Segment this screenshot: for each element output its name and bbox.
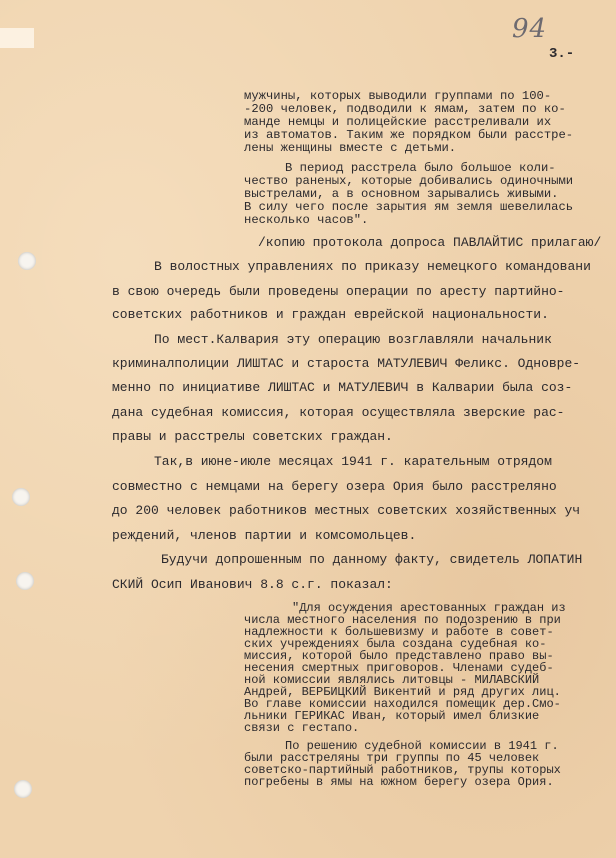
text-line: менно по инициативе ЛИШТАС и МАТУЛЕВИЧ в Калварии была соз- xyxy=(112,380,573,395)
text-line: "Для осуждения арестованных граждан из xyxy=(292,601,566,615)
text-line: По мест.Калвария эту операцию возглавляли начальник xyxy=(154,332,552,347)
text-line: правы и расстрелы советских граждан. xyxy=(112,429,393,444)
text-line: реждений, членов партии и комсомольцев. xyxy=(112,528,417,543)
page-number: 3.- xyxy=(549,46,575,62)
text-line: По решению судебной комиссии в 1941 г. xyxy=(285,739,559,753)
text-line: -200 человек, подводили к ямам, затем по ко- xyxy=(244,102,566,116)
text-line: льники ГЕРИКАС Иван, который имел близкие xyxy=(244,709,540,723)
archive-page-number: 94 xyxy=(512,14,548,44)
text-line: ной комиссии являлись литовцы - МИЛАВСКИЙ xyxy=(244,673,540,687)
text-line: связи с гестапо. xyxy=(244,721,360,735)
text-line: В период расстрела было большое коли- xyxy=(285,161,556,175)
text-line: Так,в июне-июле месяцах 1941 г. карательным отрядом xyxy=(154,454,552,469)
text-line: советских работников и граждан еврейской национальности. xyxy=(112,307,549,322)
text-line: были расстреляны три группы по 45 человек xyxy=(244,751,540,765)
text-line: /копию протокола допроса ПАВЛАЙТИС прилагаю/ xyxy=(258,235,602,250)
text-line: мужчины, которых выводили группами по 100- xyxy=(244,89,552,103)
text-line: советско-партийный работников, трупы которых xyxy=(244,763,561,777)
text-line: Во главе комиссии находился помещик дер.Смо- xyxy=(244,697,561,711)
text-line: В волостных управлениях по приказу немецкого командовани xyxy=(154,259,591,274)
text-line: погребены в ямы на южном берегу озера Ория. xyxy=(244,775,554,789)
text-line: Андрей, ВЕРБИЦКИЙ Викентий и ряд других лиц. xyxy=(244,685,561,699)
text-line: числа местного населения по подозрению в при xyxy=(244,613,561,627)
punch-hole xyxy=(12,488,30,506)
punch-hole xyxy=(14,780,32,798)
punch-hole xyxy=(16,572,34,590)
text-line: криминалполиции ЛИШТАС и староста МАТУЛЕВИЧ Феликс. Одновре- xyxy=(112,356,581,371)
text-line: лены женщины вместе с детьми. xyxy=(244,141,457,155)
text-line: в свою очередь были проведены операции по аресту партийно- xyxy=(112,284,565,299)
text-line: несения смертных приговоров. Членами судеб- xyxy=(244,661,554,675)
text-line: из автоматов. Таким же порядком были расстре- xyxy=(244,128,574,142)
text-line: В силу чего после зарытия ям земля шевелилась xyxy=(244,200,574,214)
text-line: выстрелами, а в основном зарывались живыми. xyxy=(244,187,559,201)
text-line: совместно с немцами на берегу озера Ория было расстреляно xyxy=(112,479,557,494)
punch-hole xyxy=(18,252,36,270)
text-line: ских учреждениях была создана судебная ко- xyxy=(244,637,547,651)
text-line: дана судебная комиссия, которая осуществляла зверские рас- xyxy=(112,405,565,420)
text-line: Будучи допрошенным по данному факту, свидетель ЛОПАТИН xyxy=(161,552,583,567)
text-line: несколько часов". xyxy=(244,213,369,227)
text-line: чество раненых, которые добивались одиночными xyxy=(244,174,574,188)
text-line: манде немцы и полицейские расстреливали их xyxy=(244,115,552,129)
text-line: до 200 человек работников местных советских хозяйственных уч xyxy=(112,503,581,518)
text-line: надлежности к большевизму и работе в совет- xyxy=(244,625,554,639)
text-line: СКИЙ Осип Иванович 8.8 с.г. показал: xyxy=(112,577,393,592)
tape-mark xyxy=(0,28,34,48)
text-line: миссия, которой было представлено право вы- xyxy=(244,649,554,663)
